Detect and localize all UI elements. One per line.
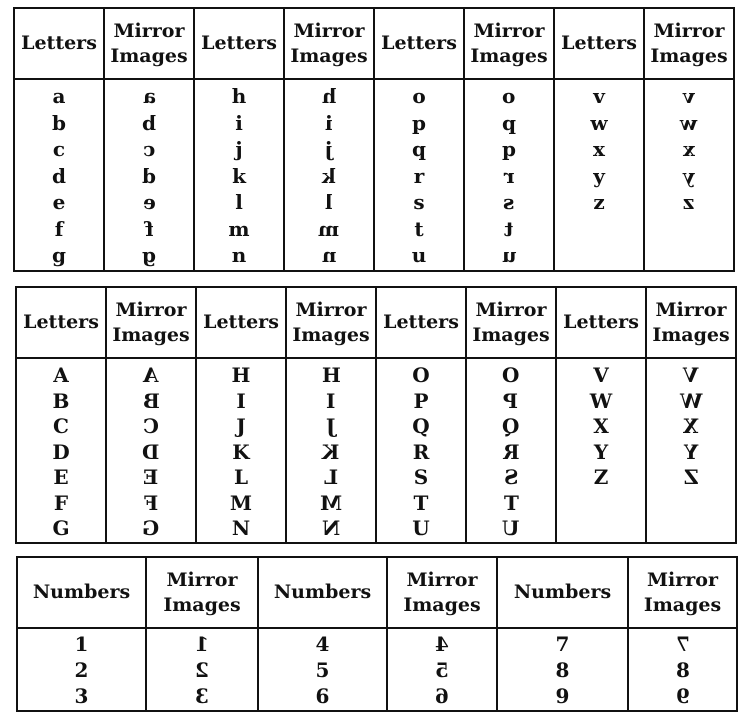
column-header: Mirror Images [628,557,737,628]
header-row [17,557,737,628]
glyph: y [593,163,605,188]
mirror-glyph: e [142,190,156,214]
glyph: P [413,388,429,413]
glyph: W [589,388,613,413]
mirror-glyph: d [142,163,156,188]
glyph: h [231,84,247,108]
glyph: K [232,439,250,464]
mirror-glyph: Z [683,465,699,489]
mirror-glyph: i [325,110,333,135]
glyph: 5 [315,658,330,682]
glyph: N [231,516,251,540]
header-row [14,8,734,79]
glyph: f [54,216,64,241]
glyph: l [235,190,243,214]
column-cell [284,79,374,271]
table-row [17,628,737,711]
glyph: n [231,243,247,267]
glyph: C [53,414,69,438]
mirror-glyph: N [321,516,341,540]
glyph: m [228,216,250,241]
mirror-glyph: R [502,439,520,464]
mirror-glyph: D [142,439,160,464]
mirror-glyph: 8 [675,658,690,682]
glyph: Z [593,465,609,489]
column-header: Letters [556,287,646,358]
mirror-glyph: x [683,137,695,161]
mirror-glyph: t [504,216,514,241]
mirror-glyph: F [143,490,159,515]
glyph: t [414,216,424,241]
mirror-glyph: A [143,363,159,387]
mirror-glyph: U [502,516,520,540]
mirror-glyph: o [502,84,516,108]
glyph: v [593,84,605,108]
column-cell [387,628,497,711]
glyph: z [593,190,605,214]
table-row [16,358,736,543]
column-header: Letters [194,8,284,79]
column-cell [464,79,554,271]
mirror-glyph: w [680,110,698,135]
glyph: i [235,110,243,135]
column-header: Mirror Images [646,287,736,358]
table-row [14,79,734,271]
column-header: Numbers [497,557,628,628]
glyph: B [52,388,70,413]
mirror-glyph: p [502,110,516,135]
column-cell [556,358,646,543]
glyph: E [53,465,69,489]
glyph: 8 [555,658,570,682]
glyph: r [413,163,425,188]
mirror-glyph: g [142,243,156,267]
column-header: Mirror Images [146,557,258,628]
glyph: A [53,363,69,387]
mirror-glyph: S [503,465,519,489]
mirror-glyph: j [325,137,333,161]
mirror-glyph: M [319,490,343,515]
glyph: 3 [74,684,89,708]
mirror-glyph: Q [502,414,520,438]
column-cell [628,628,737,711]
glyph: k [232,163,246,188]
mirror-glyph: 9 [675,684,690,708]
glyph: V [593,363,609,387]
glyph: Y [593,439,609,464]
mirror-glyph: Y [683,439,699,464]
mirror-glyph: l [325,190,333,214]
glyph: X [593,414,609,438]
glyph: Q [412,414,430,438]
mirror-glyph: P [503,388,519,413]
column-cell [286,358,376,543]
mirror-glyph: 5 [435,658,449,682]
column-header: Mirror Images [286,287,376,358]
column-header: Letters [554,8,644,79]
glyph: L [233,465,249,489]
mirror-glyph: B [142,388,160,413]
mirror-glyph: q [502,137,516,161]
mirror-glyph: k [322,163,336,188]
glyph: j [235,137,243,161]
column-cell [106,358,196,543]
mirror-glyph: y [683,163,695,188]
glyph: D [52,439,70,464]
mirror-glyph: X [683,414,699,438]
glyph: c [52,137,66,161]
glyph: 4 [315,632,330,656]
mirror-glyph: s [503,190,515,214]
column-header: Mirror Images [464,8,554,79]
column-cell [374,79,464,271]
lowercase-mirror-table [13,7,735,272]
glyph: J [236,414,246,438]
uppercase-mirror-table [15,286,737,544]
column-header: Letters [374,8,464,79]
mirror-glyph: W [679,388,703,413]
mirror-glyph: 7 [675,632,690,656]
glyph: I [236,388,246,413]
column-header: Numbers [17,557,146,628]
glyph: R [412,439,430,464]
column-cell [194,79,284,271]
glyph: s [413,190,425,214]
column-header: Mirror Images [284,8,374,79]
mirror-glyph: f [144,216,154,241]
glyph: w [590,110,608,135]
glyph: H [231,363,251,387]
mirror-glyph: m [318,216,340,241]
glyph: 1 [74,632,89,656]
mirror-glyph: I [326,388,336,413]
mirror-glyph: r [503,163,515,188]
column-header: Mirror Images [466,287,556,358]
column-cell [644,79,734,271]
column-cell [16,358,106,543]
glyph: o [412,84,426,108]
glyph: 7 [555,632,570,656]
mirror-glyph: K [322,439,340,464]
mirror-glyph: C [143,414,159,438]
glyph: G [52,516,70,540]
column-header: Letters [376,287,466,358]
glyph: x [593,137,605,161]
glyph: e [52,190,66,214]
column-header: Letters [16,287,106,358]
column-cell [554,79,644,271]
glyph: 2 [74,658,89,682]
mirror-glyph: u [501,243,517,267]
column-header: Numbers [258,557,387,628]
mirror-glyph: 4 [435,632,449,656]
mirror-glyph: v [683,84,695,108]
mirror-glyph: c [142,137,156,161]
mirror-glyph: 1 [195,632,209,656]
glyph: a [52,84,66,108]
glyph: U [412,516,430,540]
column-header: Letters [196,287,286,358]
glyph: O [412,363,430,387]
column-header: Letters [14,8,104,79]
mirror-glyph: n [321,243,337,267]
column-header: Mirror Images [387,557,497,628]
mirror-glyph: a [142,84,156,108]
column-header: Mirror Images [104,8,194,79]
column-cell [104,79,194,271]
mirror-glyph: 3 [195,684,209,708]
column-header: Mirror Images [644,8,734,79]
glyph: g [52,243,66,267]
mirror-glyph: G [142,516,160,540]
mirror-glyph: 6 [435,684,449,708]
column-cell [146,628,258,711]
mirror-glyph: z [683,190,695,214]
mirror-glyph: V [683,363,699,387]
column-cell [497,628,628,711]
mirror-glyph: T [503,490,519,515]
mirror-glyph: J [326,414,336,438]
column-cell [258,628,387,711]
glyph: S [413,465,429,489]
column-cell [17,628,146,711]
column-cell [196,358,286,543]
glyph: b [52,110,66,135]
glyph: 9 [555,684,570,708]
mirror-glyph: E [143,465,159,489]
glyph: q [412,137,426,161]
glyph: d [52,163,66,188]
mirror-glyph: O [502,363,520,387]
mirror-glyph: h [321,84,337,108]
mirror-glyph: H [321,363,341,387]
column-cell [466,358,556,543]
glyph: u [411,243,427,267]
column-cell [646,358,736,543]
column-cell [14,79,104,271]
mirror-glyph: L [323,465,339,489]
header-row [16,287,736,358]
column-cell [376,358,466,543]
glyph: M [229,490,253,515]
glyph: F [53,490,69,515]
mirror-glyph: 2 [195,658,209,682]
mirror-glyph: b [142,110,156,135]
glyph: p [412,110,426,135]
column-header: Mirror Images [106,287,196,358]
glyph: T [413,490,429,515]
glyph: 6 [315,684,330,708]
numbers-mirror-table [16,556,738,712]
